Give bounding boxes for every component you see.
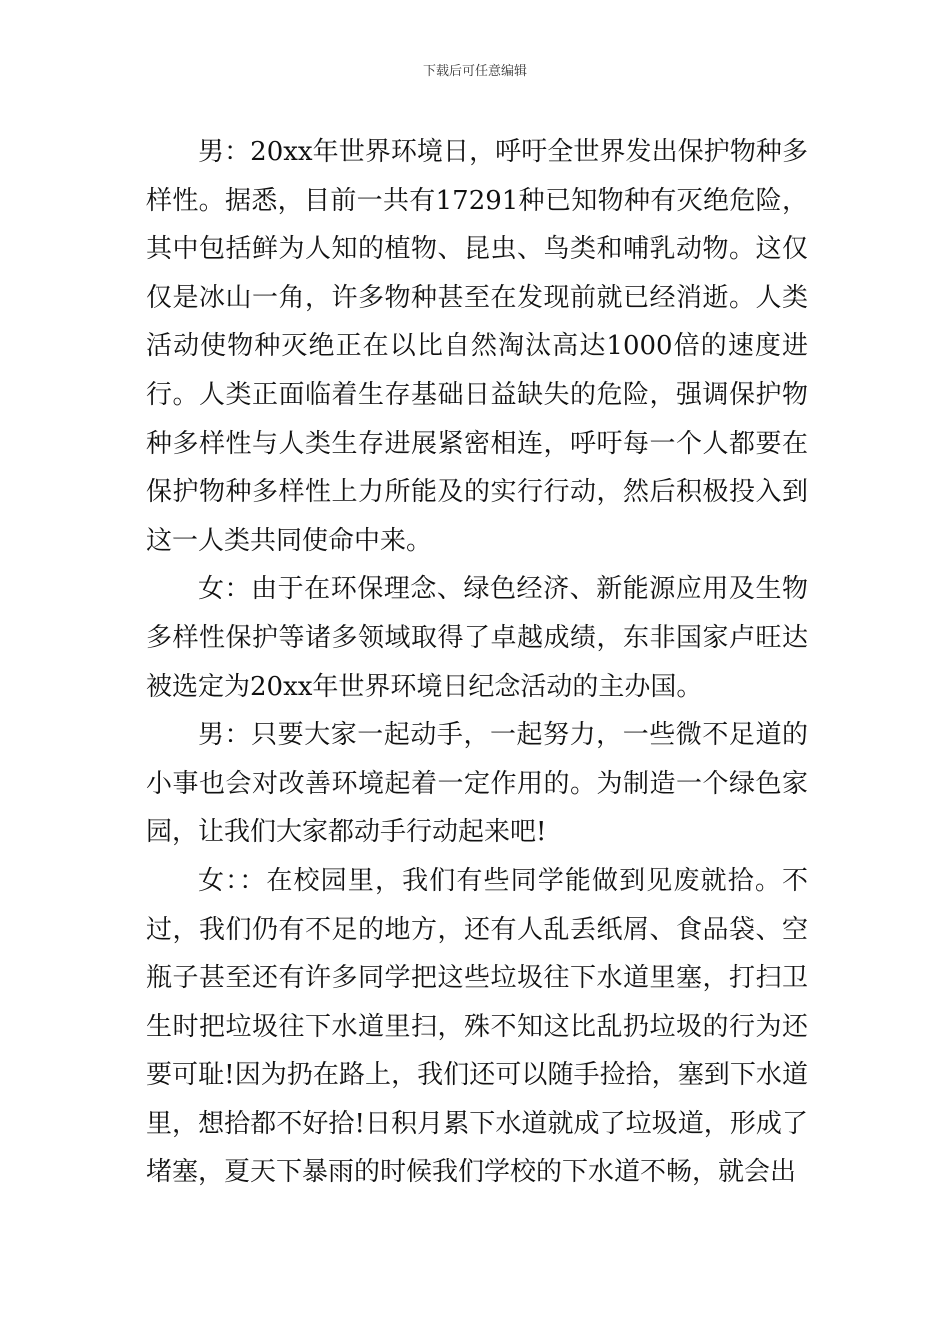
paragraph-3: 男：只要大家一起动手，一起努力，一些微不足道的小事也会对改善环境起着一定作用的。为制造一个绿色家园，让我们大家都动手行动起来吧!: [146, 720, 808, 848]
paragraph-1: 男：20xx年世界环境日，呼吁全世界发出保护物种多样性。据悉，目前一共有17291种已知物种有灭绝危险，其中包括鲜为人知的植物、昆虫、鸟类和哺乳动物。这仅仅是冰山一角，许多物种甚至在发现前就已经消逝。人类活动使物种灭绝正在以比自然淘汰高达1000倍的速度进行。人类正面临着生存基础日益缺失的危险，强调保护物种多样性与人类生存进展紧密相连，呼吁每一个人都要在保护物种多样性上力所能及的实行行动，然后积极投入到这一人类共同使命中来。: [146, 137, 808, 556]
header-note: 下载后可任意编辑: [422, 64, 527, 79]
paragraph-4: 女：：在校园里，我们有些同学能做到见废就拾。不过，我们仍有不足的地方，还有人乱丢纸屑、食品袋、空瓶子甚至还有许多同学把这些垃圾往下水道里塞，打扫卫生时把垃圾往下水道里扫，殊不知这比乱扔垃圾的行为还要可耻!因为扔在路上，我们还可以随手捡拾，塞到下水道里，想拾都不好拾!日积月累下水道就成了垃圾道，形成了堵塞，夏天下暴雨的时候我们学校的下水道不畅，就会出: [146, 865, 808, 1188]
paragraph-2: 女：由于在环保理念、绿色经济、新能源应用及生物多样性保护等诸多领域取得了卓越成绩，东非国家卢旺达被选定为20xx年世界环境日纪念活动的主办国。: [146, 574, 808, 702]
body-text: [146, 128, 808, 1197]
